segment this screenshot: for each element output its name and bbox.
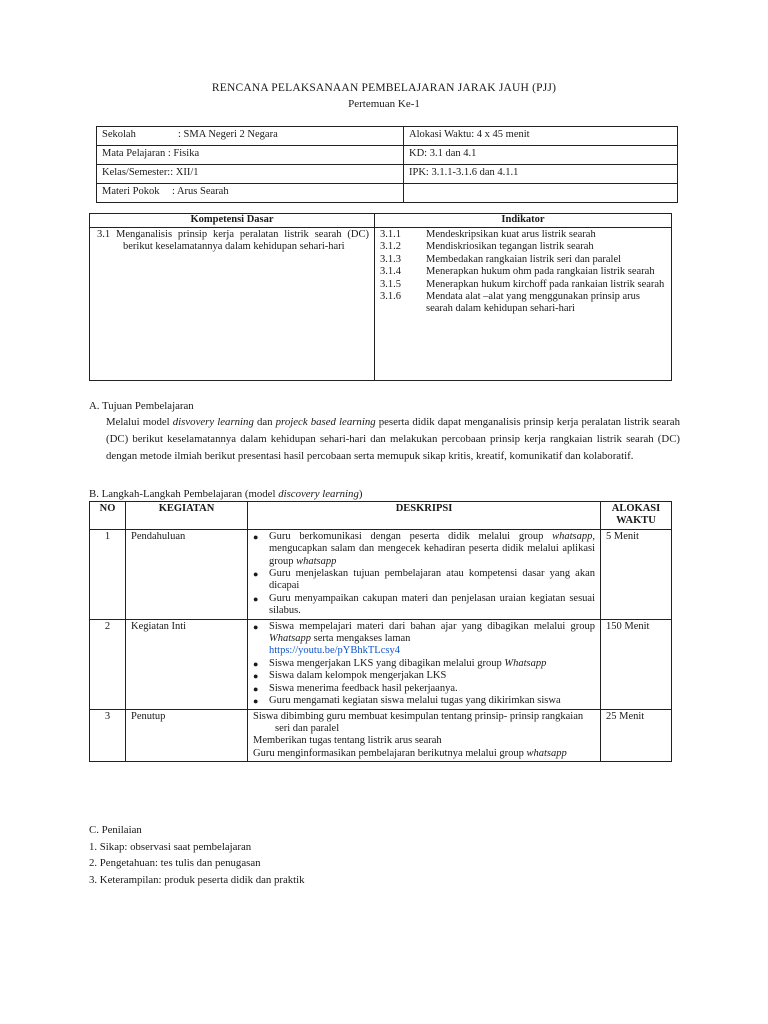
indikator-number: 3.1.2 bbox=[380, 241, 401, 253]
row-kegiatan: Pendahuluan bbox=[126, 529, 248, 619]
bullet-icon: ● bbox=[253, 671, 259, 682]
indikator-number: 3.1.1 bbox=[380, 229, 401, 240]
table-row bbox=[97, 184, 678, 203]
row-kegiatan: Kegiatan Inti bbox=[126, 619, 248, 709]
model-name: discovery learning bbox=[278, 488, 359, 500]
sekolah-value: : SMA Negeri 2 Negara bbox=[178, 129, 278, 140]
tujuan-paragraph bbox=[106, 414, 680, 466]
table-header-row bbox=[90, 502, 672, 530]
bullet-icon: ● bbox=[253, 696, 259, 707]
table-row bbox=[97, 127, 678, 146]
youtube-link[interactable]: https://youtu.be/pYBhkTLcsy4 bbox=[269, 645, 400, 657]
col-no-header: NO bbox=[90, 502, 126, 530]
list-item bbox=[380, 279, 666, 291]
alokasi-cell: Alokasi Waktu: 4 x 45 menit bbox=[404, 127, 678, 146]
list-item bbox=[380, 291, 666, 316]
list-item: ● Guru berkomunikasi dengan peserta didik melalui group whatsapp, mengucapkan salam dan mengecek kehadiran peserta didik melalui aplikasi group whatsapp bbox=[253, 530, 595, 567]
langkah-heading bbox=[89, 488, 362, 500]
col-kegiatan-header: KEGIATAN bbox=[126, 502, 248, 530]
list-item: ● Guru mengamati kegiatan siswa melalui tugas yang dikirimkan siswa bbox=[253, 695, 561, 707]
indikator-text: Mendeskripsikan kuat arus listrik searah bbox=[426, 229, 596, 240]
kelas-cell: Kelas/Semester:: XII/1 bbox=[97, 165, 404, 184]
bullet-icon: ● bbox=[253, 593, 259, 604]
tujuan-text: dan bbox=[253, 416, 276, 428]
indikator-text: Mendiskriosikan tegangan listrik searah bbox=[426, 241, 594, 253]
sekolah-label: Sekolah bbox=[102, 129, 136, 140]
identity-table bbox=[96, 126, 678, 203]
indikator-text: Menerapkan hukum kirchoff pada rankaian listrik searah bbox=[426, 278, 665, 290]
kd-text-cell bbox=[90, 228, 375, 381]
model-name: disvovery learning bbox=[172, 416, 254, 428]
indikator-header: Indikator bbox=[375, 214, 672, 228]
table-row bbox=[90, 709, 672, 762]
bullet-icon: ● bbox=[253, 621, 259, 632]
ipk-cell: IPK: 3.1.1-3.1.6 dan 4.1.1 bbox=[404, 165, 678, 184]
row-number: 2 bbox=[90, 619, 126, 709]
indikator-number: 3.1.4 bbox=[380, 266, 401, 278]
tujuan-text: peserta didik dapat menganalisis prinsip kerja peralatan listrik searah (DC) berikut keselamatannya dalam kehidupan sehari-hari dan melakukan percobaan prinsip kerja rangkaian listrik searah (DC) dengan metode ilmiah berikut presentasi hasil percobaan serta memupuk sikap kritis, kreatif, komunikatif dan kolaboratif. bbox=[106, 416, 680, 463]
table-row bbox=[90, 228, 672, 381]
table-row bbox=[90, 619, 672, 709]
model-name: projeck based learning bbox=[275, 416, 376, 428]
penilaian-heading: C. Penilaian bbox=[89, 824, 142, 836]
materi-cell bbox=[97, 184, 404, 203]
list-item: ● Siswa mempelajari materi dari bahan ajar yang dibagikan melalui group Whatsapp serta mengakses laman https://youtu.be/pYBhkTLcsy4 bbox=[253, 620, 595, 657]
table-row bbox=[97, 165, 678, 184]
tujuan-text: Melalui model bbox=[106, 416, 173, 428]
list-item: ● Siswa dalam kelompok mengerjakan LKS bbox=[253, 670, 447, 682]
heading-text: B. Langkah-Langkah Pembelajaran (model bbox=[89, 488, 279, 500]
row-alokasi: 25 Menit bbox=[601, 709, 672, 762]
list-item bbox=[380, 229, 666, 241]
indikator-text: Membedakan rangkaian listrik seri dan paralel bbox=[426, 253, 622, 265]
table-header-row bbox=[90, 214, 672, 228]
row-number: 3 bbox=[90, 709, 126, 762]
list-item: 2. Pengetahuan: tes tulis dan penugasan bbox=[89, 857, 261, 869]
document-subtitle: Pertemuan Ke-1 bbox=[348, 98, 420, 110]
empty-cell bbox=[404, 184, 678, 203]
row-number: 1 bbox=[90, 529, 126, 619]
indikator-text: Menerapkan hukum ohm pada rangkaian listrik searah bbox=[426, 266, 655, 278]
indikator-number: 3.1.3 bbox=[380, 253, 401, 265]
indikator-number: 3.1.6 bbox=[380, 291, 401, 303]
row-deskripsi bbox=[248, 709, 601, 762]
sekolah-cell bbox=[97, 127, 404, 146]
list-item: Memberikan tugas tentang listrik arus searah bbox=[253, 735, 442, 747]
heading-text: ) bbox=[358, 488, 363, 500]
row-kegiatan: Penutup bbox=[126, 709, 248, 762]
langkah-table bbox=[89, 501, 672, 762]
list-item bbox=[380, 266, 666, 278]
col-deskripsi-header: DESKRIPSI bbox=[248, 502, 601, 530]
bullet-icon: ● bbox=[253, 569, 259, 580]
list-item: Siswa dibimbing guru membuat kesimpulan tentang prinsip- prinsip rangkaian seri dan paralel bbox=[253, 710, 584, 734]
materi-value: : Arus Searah bbox=[172, 186, 229, 197]
list-item: 3. Keterampilan: produk peserta didik dan praktik bbox=[89, 873, 305, 886]
kd-text: 3.1 Menganalisis prinsip kerja peralatan listrik searah (DC) berikut keselamatannya dalam kehidupan sehari-hari bbox=[97, 229, 369, 253]
row-deskripsi bbox=[248, 619, 601, 709]
table-row bbox=[97, 146, 678, 165]
penilaian-section bbox=[89, 822, 305, 888]
indikator-list bbox=[375, 228, 672, 381]
kd-header: Kompetensi Dasar bbox=[90, 214, 375, 228]
bullet-icon: ● bbox=[253, 658, 259, 669]
list-item: ● Siswa menerima feedback hasil pekerjaanya. bbox=[253, 682, 458, 694]
list-item bbox=[380, 241, 666, 253]
col-alokasi-header: ALOKASI WAKTU bbox=[601, 502, 672, 530]
mapel-cell: Mata Pelajaran : Fisika bbox=[97, 146, 404, 165]
indikator-text: Mendata alat –alat yang menggunakan prinsip arus searah dalam kehidupan sehari-hari bbox=[426, 291, 641, 315]
list-item: Guru menginformasikan pembelajaran berikutnya melalui group whatsapp bbox=[253, 747, 567, 759]
list-item: ● Siswa mengerjakan LKS yang dibagikan melalui group Whatsapp bbox=[253, 657, 547, 669]
table-row bbox=[90, 529, 672, 619]
row-alokasi: 5 Menit bbox=[601, 529, 672, 619]
list-item: 1. Sikap: observasi saat pembelajaran bbox=[89, 840, 252, 853]
materi-label: Materi Pokok bbox=[102, 186, 160, 197]
indikator-number: 3.1.5 bbox=[380, 278, 401, 290]
tujuan-heading: A. Tujuan Pembelajaran bbox=[89, 400, 194, 412]
list-item bbox=[380, 254, 666, 266]
list-item: ● Guru menjelaskan tujuan pembelajaran atau kompetensi dasar yang akan dicapai bbox=[253, 568, 595, 592]
bullet-icon: ● bbox=[253, 531, 259, 542]
document-title: RENCANA PELAKSANAAN PEMBELAJARAN JARAK JAUH (PJJ) bbox=[211, 82, 557, 94]
kd-cell: KD: 3.1 dan 4.1 bbox=[404, 146, 678, 165]
row-deskripsi bbox=[248, 529, 601, 619]
row-alokasi: 150 Menit bbox=[601, 619, 672, 709]
list-item: ● Guru menyampaikan cakupan materi dan penjelasan uraian kegiatan sesuai silabus. bbox=[253, 592, 595, 617]
bullet-icon: ● bbox=[253, 683, 259, 694]
kompetensi-table bbox=[89, 213, 672, 381]
